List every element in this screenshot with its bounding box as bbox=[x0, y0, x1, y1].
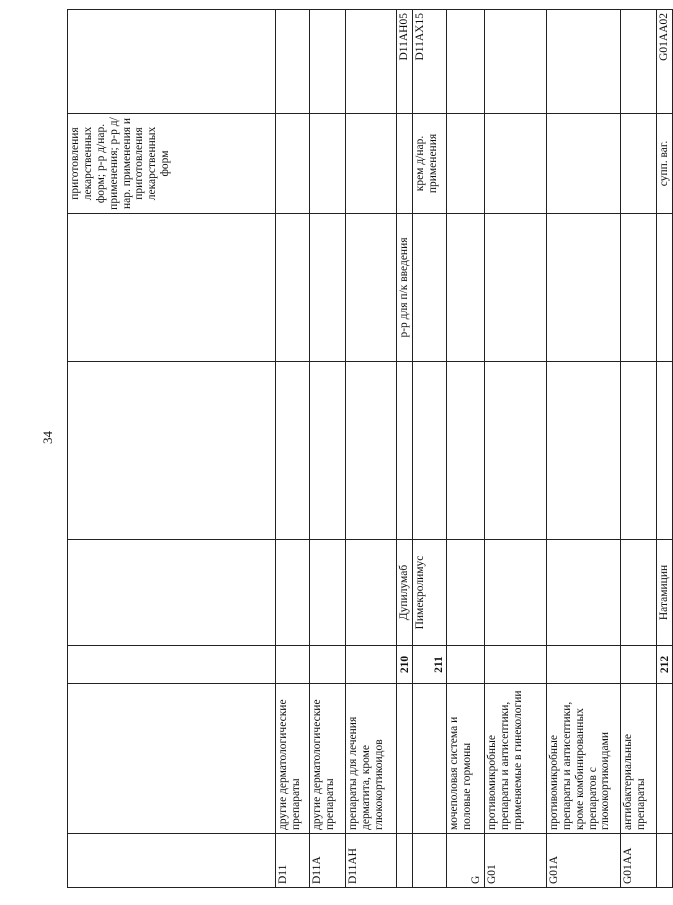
atc-group-code bbox=[656, 834, 672, 888]
dosage-form bbox=[412, 362, 446, 540]
group-description: противомикробные препараты и антисептики, применяемые в гинекологии bbox=[484, 684, 546, 834]
drug-name bbox=[276, 540, 310, 646]
row-number bbox=[276, 646, 310, 684]
dosage-form bbox=[656, 214, 672, 362]
dosage-form bbox=[310, 214, 346, 362]
dosage-form bbox=[412, 214, 446, 362]
atc-code: G01AA02 bbox=[656, 10, 672, 114]
dosage-form bbox=[484, 114, 546, 214]
atc-group-code bbox=[412, 834, 446, 888]
dosage-form bbox=[446, 214, 484, 362]
atc-group-code: D11 bbox=[276, 834, 310, 888]
row-number bbox=[546, 646, 620, 684]
drug-name bbox=[620, 540, 656, 646]
atc-group-code: G01AA bbox=[620, 834, 656, 888]
dosage-form bbox=[310, 362, 346, 540]
dosage-form bbox=[446, 362, 484, 540]
row-number bbox=[346, 646, 397, 684]
group-description: препараты для лечения дерматита, кроме глюкокортикоидов bbox=[346, 684, 397, 834]
dosage-form bbox=[620, 114, 656, 214]
atc-code bbox=[310, 10, 346, 114]
table-row bbox=[412, 10, 446, 888]
dosage-form bbox=[346, 214, 397, 362]
group-description bbox=[656, 684, 672, 834]
atc-code bbox=[446, 10, 484, 114]
dosage-form bbox=[620, 362, 656, 540]
group-description bbox=[397, 684, 413, 834]
row-number: 210 bbox=[397, 646, 413, 684]
atc-code bbox=[68, 10, 276, 114]
dosage-form bbox=[68, 214, 276, 362]
dosage-form: р-р для п/к введения bbox=[397, 214, 413, 362]
group-description: другие дерматологические препараты bbox=[310, 684, 346, 834]
atc-group-code: D11A bbox=[310, 834, 346, 888]
drug-name: Пимекролимус bbox=[412, 540, 446, 646]
atc-code bbox=[484, 10, 546, 114]
drug-table-area bbox=[67, 10, 671, 888]
dosage-form bbox=[484, 214, 546, 362]
group-description: мочеполовая система и половые гормоны bbox=[446, 684, 484, 834]
table-row bbox=[276, 10, 310, 888]
dosage-form bbox=[546, 114, 620, 214]
table-row bbox=[68, 10, 276, 888]
dosage-form bbox=[276, 362, 310, 540]
dosage-form bbox=[346, 114, 397, 214]
dosage-form: супп. ваг. bbox=[656, 114, 672, 214]
drug-name bbox=[446, 540, 484, 646]
dosage-form bbox=[546, 214, 620, 362]
drug-name bbox=[546, 540, 620, 646]
row-number: 211 bbox=[412, 646, 446, 684]
group-description: другие дерматологические препараты bbox=[276, 684, 310, 834]
dosage-form-continuation: приготовления лекарственных форм; р-р д/нар. применения; р-р д/нар. применения и приготовления лекарственных форм bbox=[68, 114, 276, 214]
row-number bbox=[446, 646, 484, 684]
dosage-form bbox=[446, 114, 484, 214]
group-description bbox=[68, 684, 276, 834]
drug-name bbox=[484, 540, 546, 646]
dosage-form bbox=[546, 362, 620, 540]
dosage-form bbox=[397, 362, 413, 540]
dosage-form bbox=[620, 214, 656, 362]
table-row bbox=[656, 10, 672, 888]
atc-group-code: D11AH bbox=[346, 834, 397, 888]
page-number: 34 bbox=[40, 431, 55, 444]
dosage-form bbox=[346, 362, 397, 540]
table-row bbox=[310, 10, 346, 888]
row-number bbox=[310, 646, 346, 684]
atc-group-code: G01A bbox=[546, 834, 620, 888]
atc-group-code: G bbox=[446, 834, 484, 888]
drug-name: Дупилумаб bbox=[397, 540, 413, 646]
table-row bbox=[346, 10, 397, 888]
atc-code: D11AH05 bbox=[397, 10, 413, 114]
atc-code bbox=[546, 10, 620, 114]
dosage-form bbox=[310, 114, 346, 214]
atc-code bbox=[346, 10, 397, 114]
dosage-form bbox=[68, 362, 276, 540]
row-number bbox=[620, 646, 656, 684]
drug-name bbox=[346, 540, 397, 646]
atc-code bbox=[276, 10, 310, 114]
group-description bbox=[412, 684, 446, 834]
atc-code bbox=[620, 10, 656, 114]
dosage-form: крем д/нар. применения bbox=[412, 114, 446, 214]
table-row bbox=[446, 10, 484, 888]
dosage-form bbox=[276, 214, 310, 362]
drug-name bbox=[68, 540, 276, 646]
table-row bbox=[546, 10, 620, 888]
atc-group-code bbox=[397, 834, 413, 888]
dosage-form bbox=[656, 362, 672, 540]
row-number: 212 bbox=[656, 646, 672, 684]
row-number bbox=[484, 646, 546, 684]
table-row bbox=[620, 10, 656, 888]
dosage-form bbox=[397, 114, 413, 214]
dosage-form bbox=[484, 362, 546, 540]
table-row bbox=[397, 10, 413, 888]
drug-name: Натамицин bbox=[656, 540, 672, 646]
atc-code: D11AX15 bbox=[412, 10, 446, 114]
group-description: противомикробные препараты и антисептики, кроме комбинированных препаратов с глюкокортикоидами bbox=[546, 684, 620, 834]
table-row bbox=[484, 10, 546, 888]
atc-group-code: G01 bbox=[484, 834, 546, 888]
atc-group-code bbox=[68, 834, 276, 888]
dosage-form bbox=[276, 114, 310, 214]
row-number bbox=[68, 646, 276, 684]
drug-name bbox=[310, 540, 346, 646]
drug-table bbox=[67, 9, 673, 888]
group-description: антибактериальные препараты bbox=[620, 684, 656, 834]
